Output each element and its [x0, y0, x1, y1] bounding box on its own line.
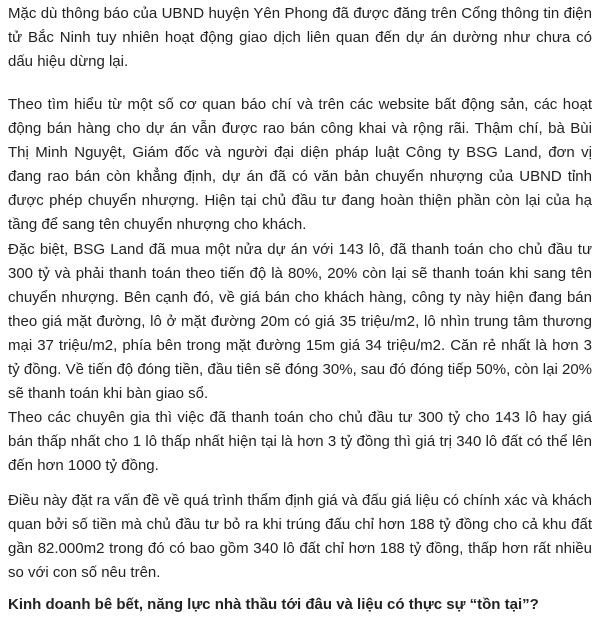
article-paragraph: Theo các chuyên gia thì việc đã thanh toán cho chủ đầu tư 300 tỷ cho 143 lô hay giá bán thấp nhất cho 1 lô thấp nhất hiện tại là hơn 3 tỷ đồng thì giá trị 340 lô đất có thể lên đến hơn 1000 tỷ đồng.: [8, 409, 592, 474]
article-paragraph: Điều này đặt ra vấn đề về quá trình thẩm định giá và đấu giá liệu có chính xác và khách quan bởi số tiền mà chủ đầu tư bỏ ra khi trúng đấu chỉ hơn 188 tỷ đồng cho cả khu đất gần 82.000m2 trong đó có bao gồm 340 lô đất chỉ hơn 188 tỷ đồng, thấp hơn rất nhiều so với con số nêu trên.: [8, 492, 592, 581]
article-paragraph: Theo tìm hiểu từ một số cơ quan báo chí và trên các website bất động sản, các hoạt động bán hàng cho dự án vẫn được rao bán công khai và rộng rãi. Thậm chí, bà Bùi Thị Minh Nguyệt, Giám đốc và người đại diện pháp luật Công ty BSG Land, đơn vị đang rao bán còn khẳng định, dự án đã có văn bản chuyển nhượng của UBND tỉnh được phép chuyển nhượng. Hiện tại chủ đầu tư đang hoàn thiện phần còn lại của hạ tầng để sang tên chuyển nhượng cho khách.: [8, 96, 592, 233]
article-paragraph: Đặc biệt, BSG Land đã mua một nửa dự án với 143 lô, đã thanh toán cho chủ đầu tư 300 tỷ và phải thanh toán theo tiến độ là 80%, 20% còn lại sẽ thanh toán khi sang tên chuyển nhượng. Bên cạnh đó, về giá bán cho khách hàng, công ty này hiện đang bán theo giá mặt đường, lô ở mặt đường 20m có giá 35 triệu/m2, lô nhìn trung tâm thương mại 37 triệu/m2, phía bên trong mặt đường 15m giá 34 triệu/m2. Căn rẻ nhất là hơn 3 tỷ đồng. Về tiến độ đóng tiền, đầu tiên sẽ đóng 30%, sau đó đóng tiếp 50%, còn lại 20% sẽ thanh toán khi bàn giao sổ.: [8, 241, 592, 402]
section-heading: Kinh doanh bê bết, năng lực nhà thầu tới đâu và liệu có thực sự “tồn tại”?: [8, 596, 539, 613]
article-paragraph: Mặc dù thông báo của UBND huyện Yên Phong đã được đăng trên Cổng thông tin điện tử Bắc Ninh tuy nhiên hoạt động giao dịch liên quan đến dự án dường như chưa có dấu hiệu dừng lại.: [8, 5, 592, 70]
